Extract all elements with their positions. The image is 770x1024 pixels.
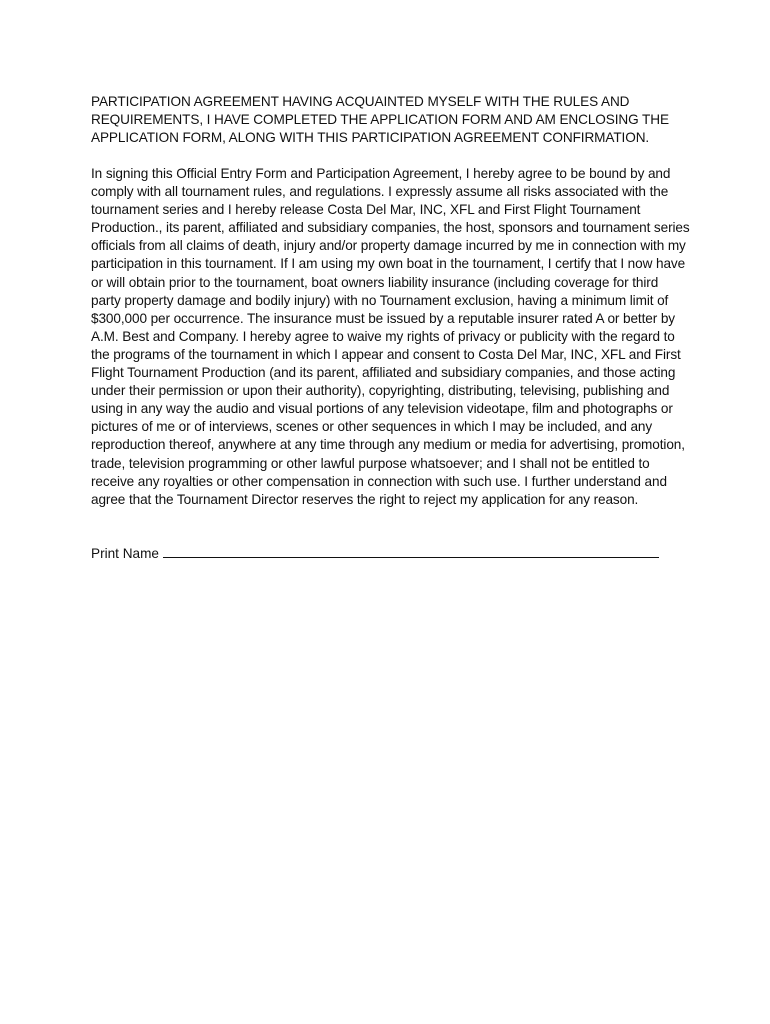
document-page [91,93,691,563]
print-name-field[interactable] [163,544,659,558]
print-name-row [91,544,691,563]
print-name-label: Print Name [91,545,159,561]
agreement-body: In signing this Official Entry Form and Participation Agreement, I hereby agree to be bound by and comply with all tournament rules, and regulations. I expressly assume all risks associated with the tournament series and I hereby release Costa Del Mar, INC, XFL and First Flight Tournament Production., its parent, affiliated and subsidiary companies, the host, sponsors and tournament series officials from all claims of death, injury and/or property damage incurred by me in connection with my participation in this tournament. If I am using my own boat in the tournament, I certify that I now have or will obtain prior to the tournament, boat owners liability insurance (including coverage for third party property damage and bodily injury) with no Tournament exclusion, having a minimum limit of $300,000 per occurrence. The insurance must be issued by a reputable insurer rated A or better by A.M. Best and Company. I hereby agree to waive my rights of privacy or publicity with the regard to the programs of the tournament in which I appear and consent to Costa Del Mar, INC, XFL and First Flight Tournament Production (and its parent, affiliated and subsidiary companies, and those acting under their permission or upon their authority), copyrighting, distributing, televising, publishing and using in any way the audio and visual portions of any television videotape, film and photographs or pictures of me or of interviews, scenes or other sequences in which I may be included, and any reproduction thereof, anywhere at any time through any medium or media for advertising, promotion, trade, television programming or other lawful purpose whatsoever; and I shall not be entitled to receive any royalties or other compensation in connection with such use. I further understand and agree that the Tournament Director reserves the right to reject my application for any reason. [91,166,690,507]
agreement-heading: PARTICIPATION AGREEMENT HAVING ACQUAINTED MYSELF WITH THE RULES AND REQUIREMENTS, I HAVE COMPLETED THE APPLICATION FORM AND AM ENCLOSING THE APPLICATION FORM, ALONG WITH THIS PARTICIPATION AGREEMENT CONFIRMATION. [91,94,669,145]
